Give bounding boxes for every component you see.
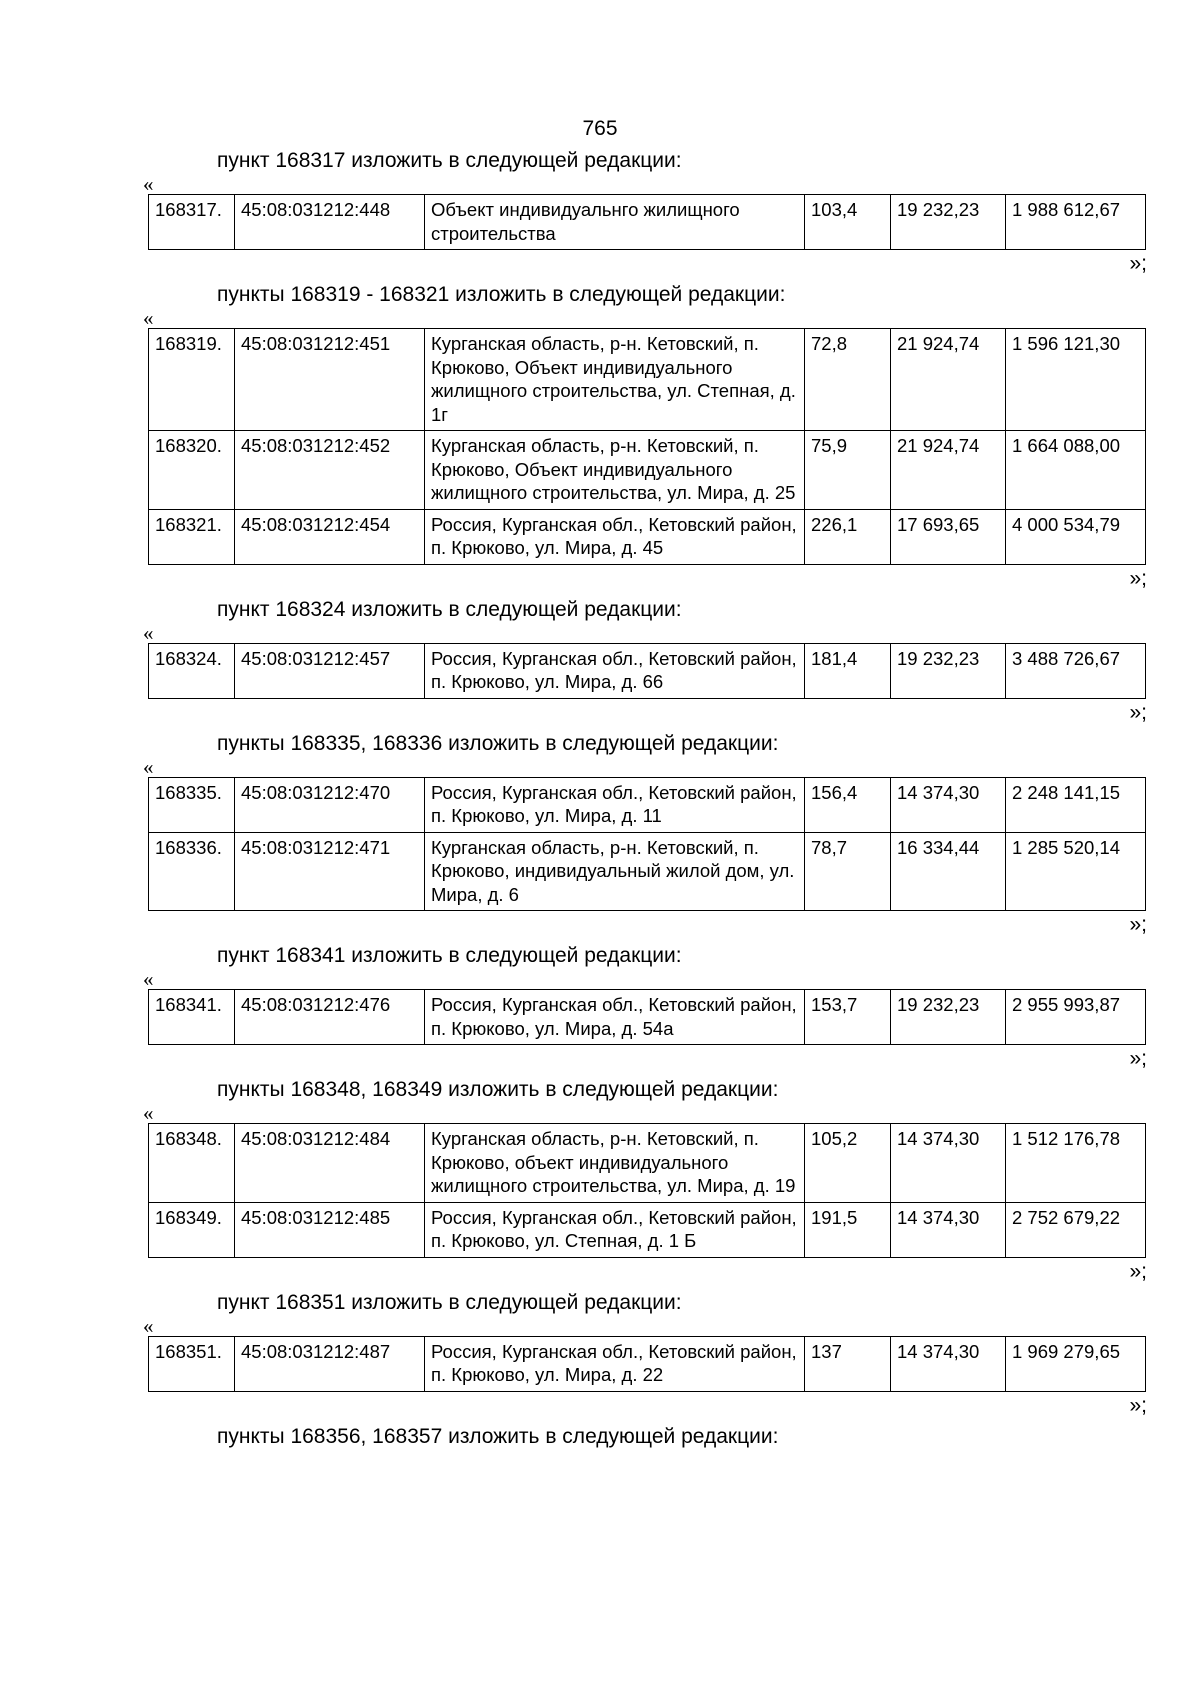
address-cell: Курганская область, р-н. Кетовский, п. Крюково, Объект индивидуального жилищного строительства, ул. Мира, д. 25 — [425, 431, 805, 510]
area-cell: 181,4 — [805, 643, 891, 698]
cadastral-value-cell: 3 488 726,67 — [1006, 643, 1146, 698]
amendment-table — [148, 328, 1146, 565]
closing-quote: »; — [1129, 913, 1147, 936]
item-number-cell: 168320. — [149, 431, 235, 510]
table-row — [149, 329, 1146, 431]
table-row — [149, 832, 1146, 911]
amendment-heading: пункт 168324 изложить в следующей редакции: — [217, 597, 682, 621]
item-number-cell: 168321. — [149, 509, 235, 564]
area-cell: 78,7 — [805, 832, 891, 911]
amendment-block — [0, 1290, 1200, 1418]
opening-quote: « — [143, 1101, 154, 1125]
unit-value-cell: 21 924,74 — [891, 329, 1006, 431]
area-cell: 191,5 — [805, 1202, 891, 1257]
amendments-list — [0, 148, 1200, 1450]
unit-value-cell: 19 232,23 — [891, 990, 1006, 1045]
amendment-block — [0, 1424, 1200, 1450]
item-number-cell: 168341. — [149, 990, 235, 1045]
opening-quote: « — [143, 620, 154, 645]
amendment-table — [148, 194, 1146, 250]
table-row — [149, 1124, 1146, 1203]
amendment-block — [0, 282, 1200, 591]
unit-value-cell: 17 693,65 — [891, 509, 1006, 564]
cadastral-value-cell: 4 000 534,79 — [1006, 509, 1146, 564]
area-cell: 156,4 — [805, 777, 891, 832]
amendment-heading: пункт 168317 изложить в следующей редакции: — [217, 149, 682, 172]
area-cell: 75,9 — [805, 431, 891, 510]
item-number-cell: 168317. — [149, 195, 235, 250]
unit-value-cell: 14 374,30 — [891, 1336, 1006, 1391]
cadastral-value-cell: 1 664 088,00 — [1006, 431, 1146, 510]
closing-quote: »; — [1129, 700, 1147, 724]
amendment-table — [148, 643, 1146, 699]
closing-quote: »; — [1129, 566, 1147, 590]
opening-quote: « — [143, 1313, 154, 1338]
unit-value-cell: 14 374,30 — [891, 1202, 1006, 1257]
cadastral-number-cell: 45:08:031212:452 — [235, 431, 425, 510]
cadastral-number-cell: 45:08:031212:448 — [235, 195, 425, 250]
table-row — [149, 990, 1146, 1045]
cadastral-number-cell: 45:08:031212:471 — [235, 832, 425, 911]
unit-value-cell: 21 924,74 — [891, 431, 1006, 510]
cadastral-number-cell: 45:08:031212:470 — [235, 777, 425, 832]
address-cell: Россия, Курганская обл., Кетовский район, п. Крюково, ул. Мира, д. 66 — [425, 643, 805, 698]
cadastral-number-cell: 45:08:031212:451 — [235, 329, 425, 431]
cadastral-value-cell: 1 285 520,14 — [1006, 832, 1146, 911]
cadastral-number-cell: 45:08:031212:457 — [235, 643, 425, 698]
unit-value-cell: 16 334,44 — [891, 832, 1006, 911]
unit-value-cell: 14 374,30 — [891, 1124, 1006, 1203]
address-cell: Курганская область, р-н. Кетовский, п. Крюково, Объект индивидуального жилищного строительства, ул. Степная, д. 1г — [425, 329, 805, 431]
amendment-heading: пункты 168356, 168357 изложить в следующей редакции: — [217, 1424, 779, 1448]
cadastral-value-cell: 1 512 176,78 — [1006, 1124, 1146, 1203]
address-cell: Россия, Курганская обл., Кетовский район, п. Крюково, ул. Мира, д. 22 — [425, 1336, 805, 1391]
item-number-cell: 168348. — [149, 1124, 235, 1203]
area-cell: 153,7 — [805, 990, 891, 1045]
unit-value-cell: 19 232,23 — [891, 195, 1006, 250]
unit-value-cell: 19 232,23 — [891, 643, 1006, 698]
opening-quote: « — [143, 754, 154, 779]
area-cell: 226,1 — [805, 509, 891, 564]
table-row — [149, 777, 1146, 832]
amendment-table — [148, 1123, 1146, 1258]
area-cell: 72,8 — [805, 329, 891, 431]
amendment-heading: пункт 168351 изложить в следующей редакции: — [217, 1290, 682, 1314]
opening-quote: « — [143, 172, 154, 196]
table-row — [149, 643, 1146, 698]
cadastral-number-cell: 45:08:031212:454 — [235, 509, 425, 564]
table-row — [149, 1336, 1146, 1391]
item-number-cell: 168319. — [149, 329, 235, 431]
amendment-block — [0, 597, 1200, 725]
address-cell: Россия, Курганская обл., Кетовский район, п. Крюково, ул. Мира, д. 45 — [425, 509, 805, 564]
page-number: 765 — [582, 117, 618, 140]
closing-quote: »; — [1129, 1259, 1147, 1283]
amendment-block — [0, 1077, 1200, 1284]
item-number-cell: 168324. — [149, 643, 235, 698]
amendment-table — [148, 777, 1146, 912]
address-cell: Россия, Курганская обл., Кетовский район, п. Крюково, ул. Степная, д. 1 Б — [425, 1202, 805, 1257]
item-number-cell: 168336. — [149, 832, 235, 911]
cadastral-value-cell: 2 752 679,22 — [1006, 1202, 1146, 1257]
item-number-cell: 168351. — [149, 1336, 235, 1391]
amendment-table — [148, 989, 1146, 1045]
address-cell: Курганская область, р-н. Кетовский, п. Крюково, объект индивидуального жилищного строительства, ул. Мира, д. 19 — [425, 1124, 805, 1203]
table-row — [149, 195, 1146, 250]
table-row — [149, 1202, 1146, 1257]
amendment-heading: пункты 168319 - 168321 изложить в следующей редакции: — [217, 283, 786, 306]
unit-value-cell: 14 374,30 — [891, 777, 1006, 832]
amendment-block — [0, 943, 1200, 1071]
closing-quote: »; — [1129, 1393, 1147, 1417]
area-cell: 137 — [805, 1336, 891, 1391]
address-cell: Россия, Курганская обл., Кетовский район, п. Крюково, ул. Мира, д. 54а — [425, 990, 805, 1045]
cadastral-value-cell: 1 969 279,65 — [1006, 1336, 1146, 1391]
item-number-cell: 168349. — [149, 1202, 235, 1257]
amendment-heading: пункт 168341 изложить в следующей редакции: — [217, 944, 682, 967]
cadastral-number-cell: 45:08:031212:485 — [235, 1202, 425, 1257]
address-cell: Объект индивидуальнго жилищного строительства — [425, 195, 805, 250]
address-cell: Курганская область, р-н. Кетовский, п. Крюково, индивидуальный жилой дом, ул. Мира, д. 6 — [425, 832, 805, 911]
cadastral-value-cell: 2 955 993,87 — [1006, 990, 1146, 1045]
amendment-heading: пункты 168335, 168336 изложить в следующей редакции: — [217, 731, 779, 755]
table-row — [149, 509, 1146, 564]
address-cell: Россия, Курганская обл., Кетовский район, п. Крюково, ул. Мира, д. 11 — [425, 777, 805, 832]
area-cell: 103,4 — [805, 195, 891, 250]
cadastral-value-cell: 2 248 141,15 — [1006, 777, 1146, 832]
cadastral-number-cell: 45:08:031212:484 — [235, 1124, 425, 1203]
cadastral-value-cell: 1 988 612,67 — [1006, 195, 1146, 250]
cadastral-value-cell: 1 596 121,30 — [1006, 329, 1146, 431]
table-row — [149, 431, 1146, 510]
item-number-cell: 168335. — [149, 777, 235, 832]
amendment-heading: пункты 168348, 168349 изложить в следующей редакции: — [217, 1078, 779, 1101]
opening-quote: « — [143, 967, 154, 991]
cadastral-number-cell: 45:08:031212:476 — [235, 990, 425, 1045]
amendment-table — [148, 1336, 1146, 1392]
amendment-block — [0, 731, 1200, 938]
amendment-block — [0, 148, 1200, 276]
opening-quote: « — [143, 306, 154, 330]
closing-quote: »; — [1129, 252, 1147, 275]
area-cell: 105,2 — [805, 1124, 891, 1203]
closing-quote: »; — [1129, 1047, 1147, 1070]
cadastral-number-cell: 45:08:031212:487 — [235, 1336, 425, 1391]
